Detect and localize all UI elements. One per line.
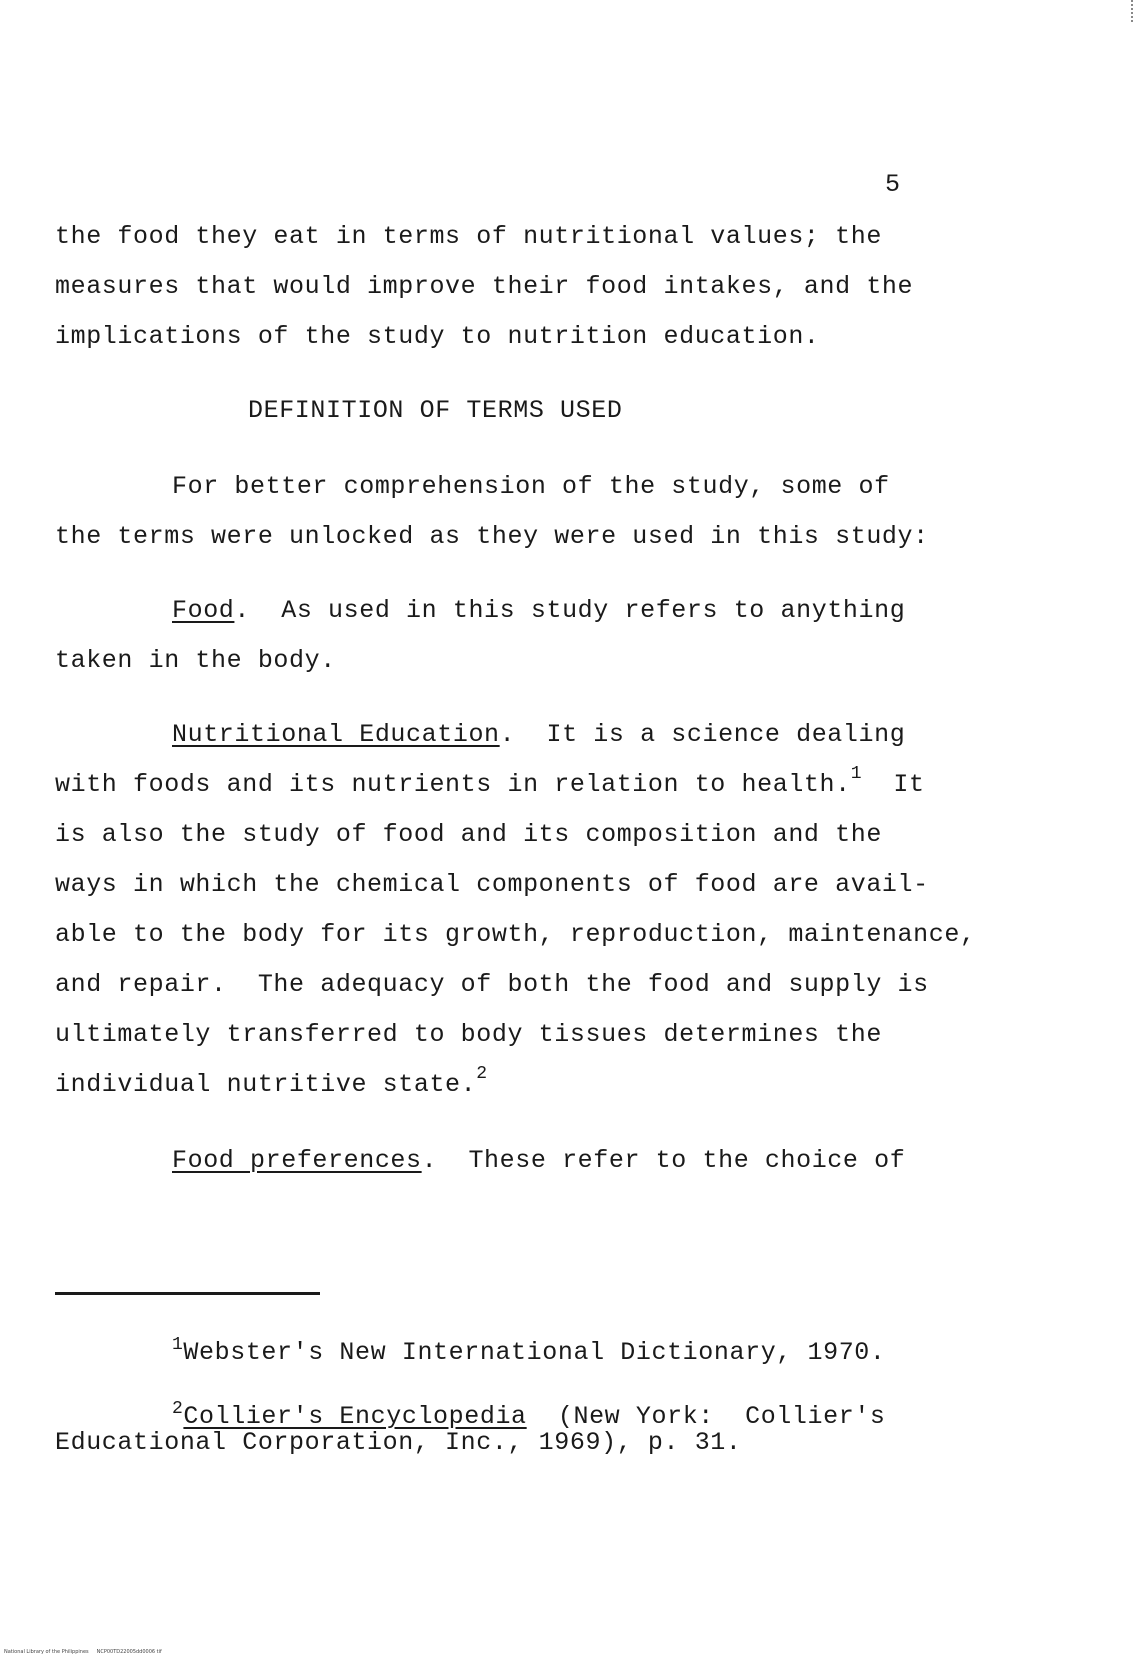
nutrition-definition-line-5: able to the body for its growth, reproduction, maintenance, (55, 920, 976, 949)
nutrition-definition-line-2 (55, 764, 925, 802)
footnote-ref-1: 1 (850, 764, 863, 784)
scan-footer-tag: National Library of the Philippines NCP00TD22005dd0006 tif (4, 1649, 162, 1655)
footnote-1-text: Webster's New International Dictionary, 1970. (183, 1338, 886, 1367)
footnote-2-line-2: Educational Corporation, Inc., 1969), p. 31. (55, 1428, 742, 1457)
nutrition-term: Nutritional Education (172, 720, 500, 749)
nutrition-definition-line-7: ultimately transferred to body tissues determines the (55, 1020, 882, 1049)
preferences-term: Food preferences (172, 1146, 422, 1175)
nutrition-definition-line-1 (172, 720, 905, 750)
footnote-2-publisher: (New York: Collier's (526, 1402, 886, 1431)
food-definition-line-1 (172, 596, 905, 626)
page-number: 5 (885, 170, 901, 199)
scan-edge-mark (1131, 0, 1135, 22)
paragraph-1-line-1: the food they eat in terms of nutritional values; the (55, 222, 882, 251)
paragraph-1-line-2: measures that would improve their food intakes, and the (55, 272, 914, 301)
footnote-ref-2: 2 (476, 1064, 488, 1084)
food-definition-line-2: taken in the body. (55, 646, 336, 675)
intro-line-1: For better comprehension of the study, some of (172, 472, 890, 501)
section-heading: DEFINITION OF TERMS USED (248, 396, 623, 425)
nutrition-line-2-text: with foods and its nutrients in relation to health. (55, 770, 851, 799)
food-term: Food (172, 596, 235, 625)
nutrition-definition-line-6: and repair. The adequacy of both the food and supply is (55, 970, 929, 999)
nutrition-definition-line-4: ways in which the chemical components of food are avail- (55, 870, 929, 899)
preferences-definition-text: . These refer to the choice of (421, 1146, 906, 1175)
footnote-divider (55, 1292, 320, 1295)
paragraph-1-line-3: implications of the study to nutrition education. (55, 322, 820, 351)
nutrition-definition-line-8 (55, 1064, 488, 1102)
preferences-definition-line-1 (172, 1146, 905, 1176)
food-definition-text: . As used in this study refers to anything (234, 596, 906, 625)
nutrition-definition-text: . It is a science dealing (499, 720, 906, 749)
footnote-2-mark: 2 (172, 1399, 184, 1419)
nutrition-definition-line-3: is also the study of food and its composition and the (55, 820, 882, 849)
footnote-1 (172, 1335, 886, 1368)
nutrition-line-2-tail: It (862, 770, 925, 799)
nutrition-last-text: individual nutritive state. (55, 1070, 477, 1099)
footnote-2-title: Collier's Encyclopedia (183, 1402, 527, 1431)
footnote-1-mark: 1 (172, 1335, 184, 1355)
intro-line-2: the terms were unlocked as they were used in this study: (55, 522, 929, 551)
